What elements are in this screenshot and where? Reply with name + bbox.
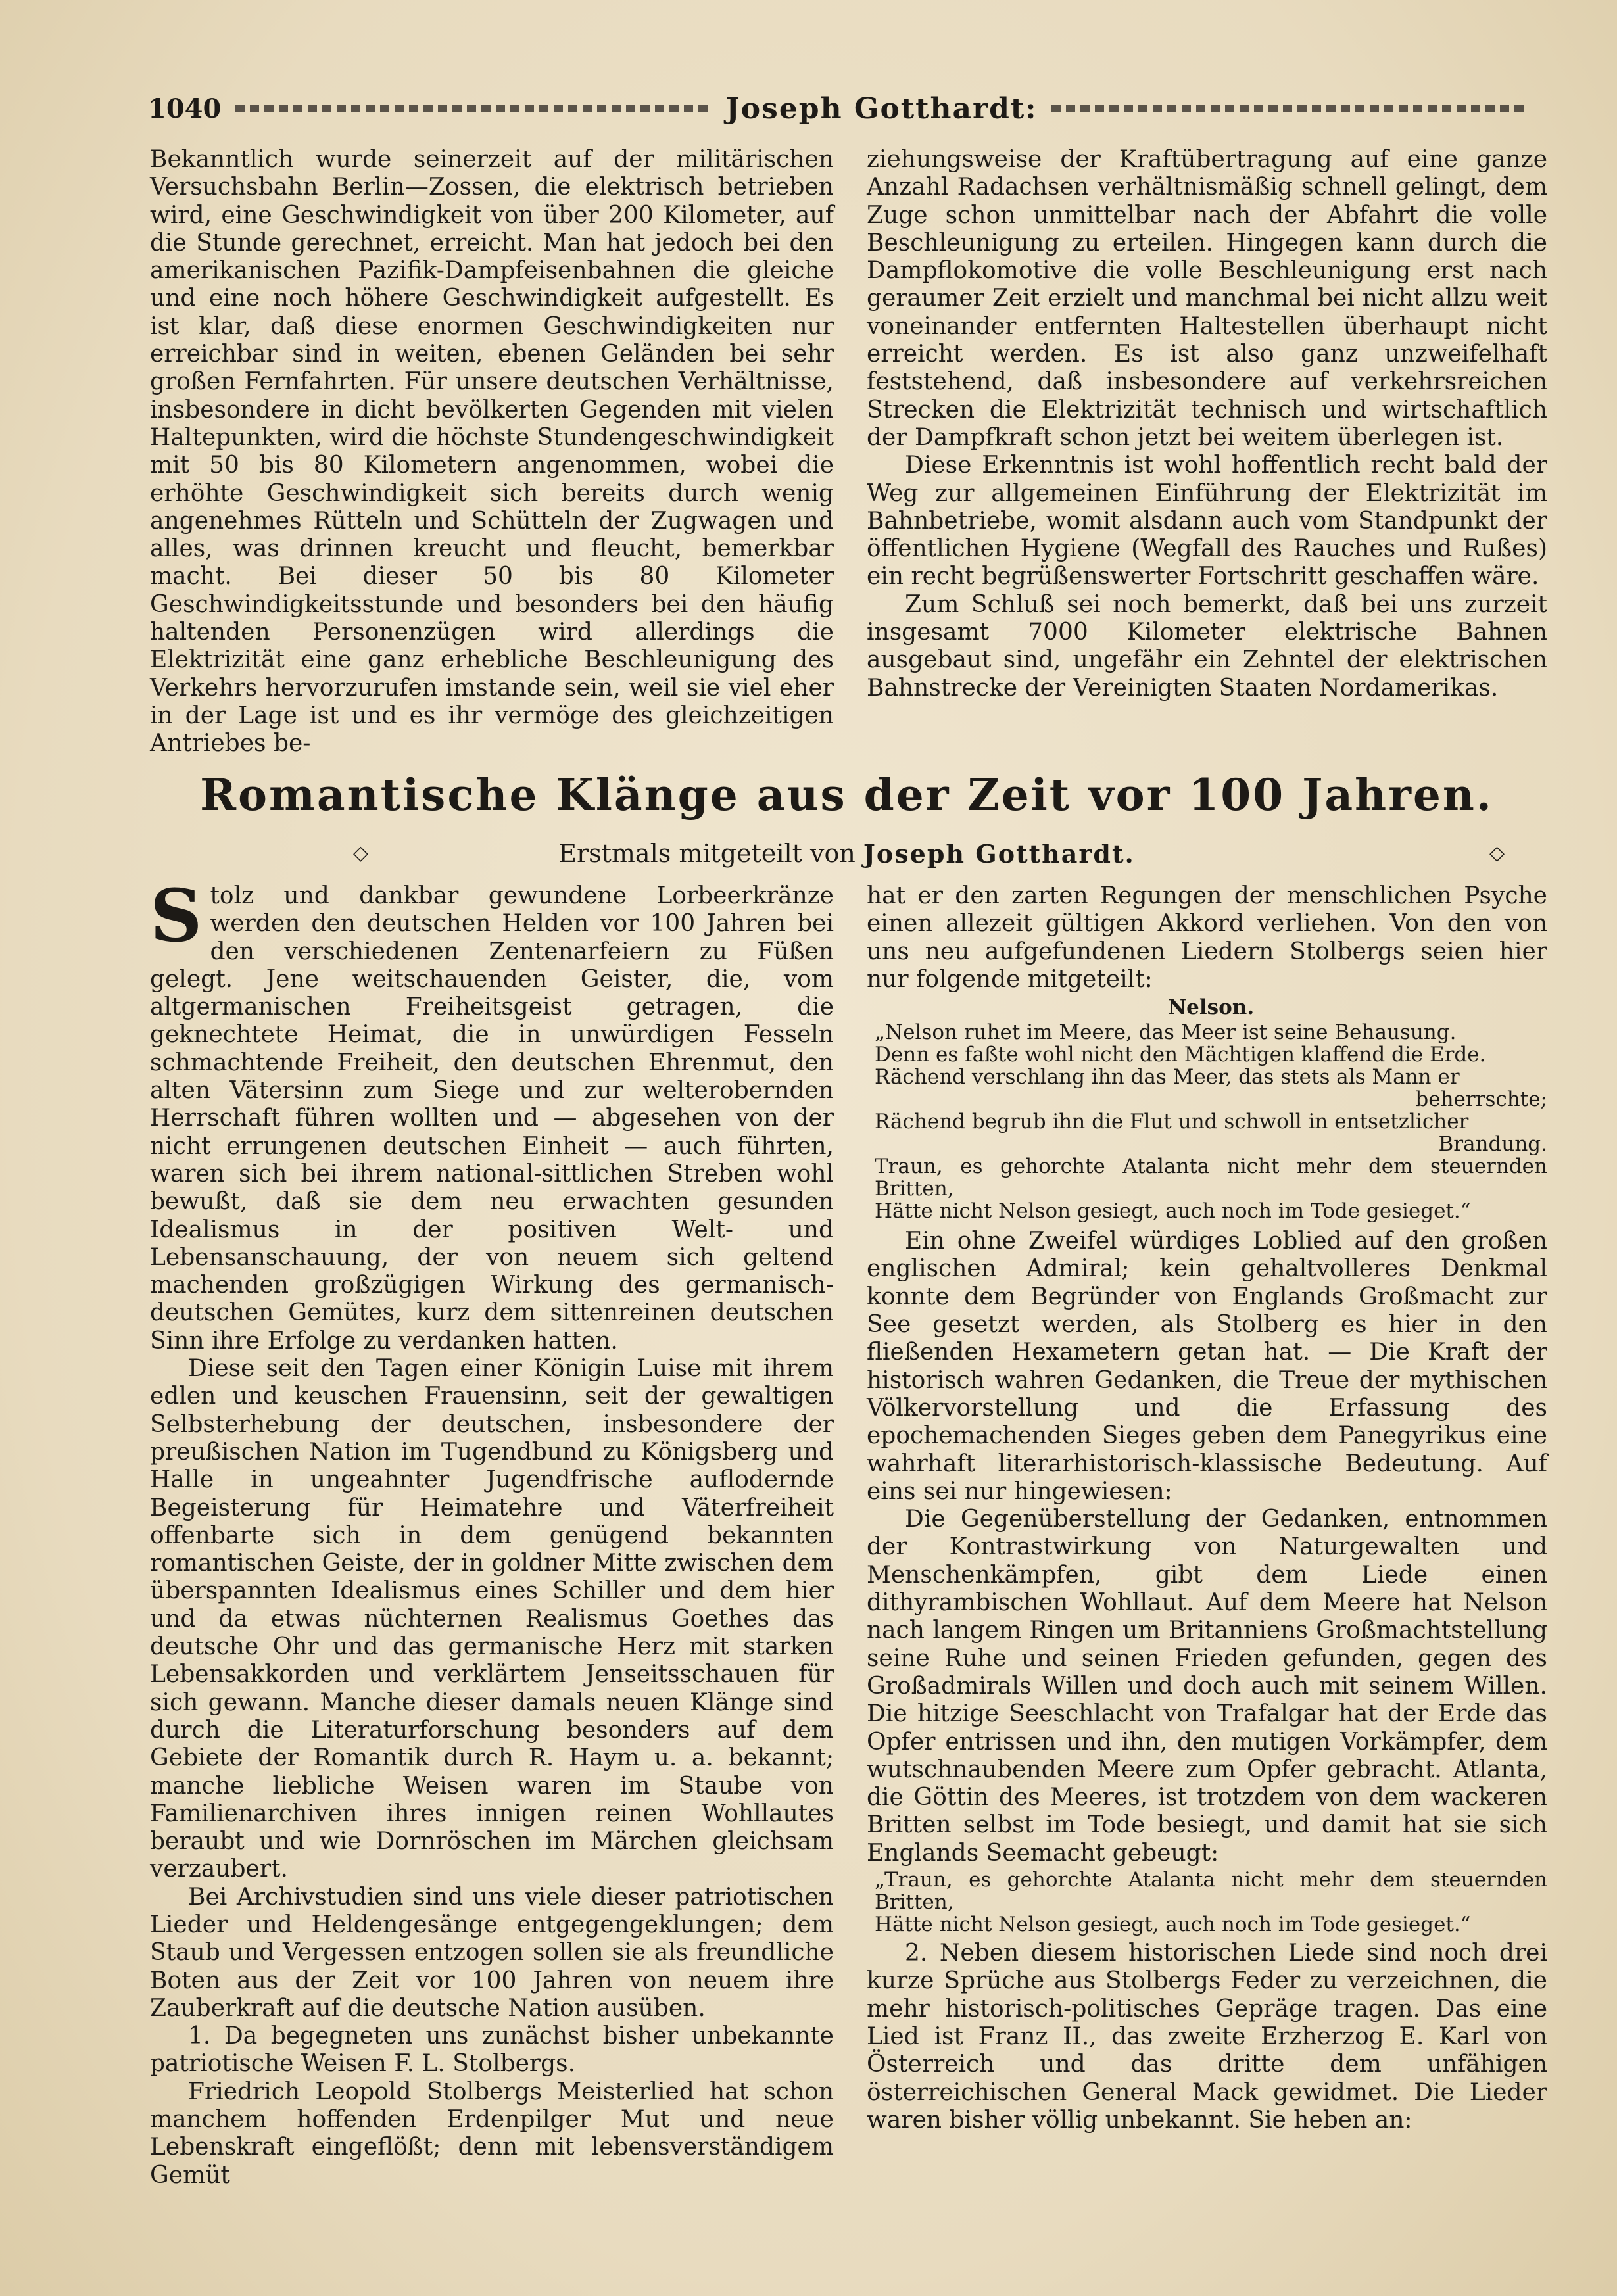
poem-line: Denn es faßte wohl nicht den Mächtigen klaffend die Erde. (875, 1043, 1486, 1067)
poem-title: Nelson. (1167, 995, 1255, 1020)
poem-line: Rächend begrub ihn die Flut und schwoll in entsetzlicher (875, 1110, 1469, 1134)
paragraph (150, 873, 834, 1355)
quotation (875, 1869, 1547, 1936)
paragraph: Die Gegenüberstellung der Gedanken, entnommen der Kontrastwirkung von Naturgewalten und Menschenkämpfen, gibt dem Liede einen dithyrambischen Wohllaut. Auf dem Meere hat Nelson nach langem Ringen um Britanniens Großmachtstellung seine Ruhe und seinen Frieden gefunden, gegen des Großadmirals Willen und doch auch mit seinem Willen. Die hitzige Seeschlacht von Trafalgar hat der Erde das Opfer entrissen und ihn, den mutigen Vorkämpfer, dem wutschnaubenden Meere zum Opfer gebracht. Atlanta, die Göttin des Meeres, ist trotzdem von dem wackeren Britten selbst im Tode besiegt, und damit hat sie sich Englands Seemacht gebeugt: (867, 1506, 1547, 1867)
article-column-right (867, 882, 1547, 2134)
paragraph: 1. Da begegneten uns zunächst bisher unbekannte patriotische Weisen F. L. Stolbergs. (150, 2022, 834, 2078)
paragraph: Diese Erkenntnis ist wohl hoffentlich recht bald der Weg zur allgemeinen Einführung der Elektrizität im Bahnbetriebe, womit alsdann auch vom Standpunkt der öffentlichen Hygiene (Wegfall des Rauches und Rußes) ein recht begrüßenswerter Fortschritt geschaffen wäre. (867, 452, 1547, 590)
article-column-left (150, 873, 834, 2189)
poem-line: „Nelson ruhet im Meere, das Meer ist seine Behausung. (875, 1020, 1457, 1045)
article-title: Romantische Klänge aus der Zeit vor 100 Jahren. (200, 769, 1493, 821)
byline (148, 836, 1545, 871)
poem-line: Brandung. (1438, 1132, 1547, 1157)
continued-column-left (150, 146, 834, 758)
byline-prefix: Erstmals mitgeteilt von (558, 839, 856, 868)
paragraph: ziehungsweise der Kraftübertragung auf eine ganze Anzahl Radachsen verhältnismäßig schnell gelingt, dem Zuge schon unmittelbar nach der Abfahrt die volle Beschleunigung zu erteilen. Hingegen kann durch die Dampflokomotive die volle Beschleunigung erst nach geraumer Zeit erzielt und manchmal bei nicht allzu weit voneinander entfernten Haltestellen überhaupt nicht erreicht werden. Es ist also ganz unzweifelhaft feststehend, daß insbesondere auf verkehrsreichen Strecken die Elektrizität technisch und wirtschaftlich der Dampfkraft schon jetzt bei weitem überlegen ist. (867, 146, 1547, 451)
poem-line: Hätte nicht Nelson gesiegt, auch noch im Tode gesieget.“ (875, 1199, 1471, 1224)
continued-column-right (867, 146, 1547, 702)
page-header (148, 89, 1542, 128)
diamond-ornament-icon: ◇ (1489, 842, 1505, 865)
paragraph: Zum Schluß sei noch bemerkt, daß bei uns zurzeit insgesamt 7000 Kilometer elektrische Bahnen ausgebaut sind, ungefähr ein Zehntel der elektrischen Bahnstrecke der Vereinigten Staaten Nordamerikas. (867, 590, 1547, 702)
page-number: 1040 (148, 93, 222, 124)
paragraph: hat er den zarten Regungen der menschlichen Psyche einen allezeit gültigen Akkord verliehen. Von den von uns neu aufgefundenen Liedern Stolbergs seien hier nur folgende mitgeteilt: (867, 882, 1547, 993)
poem-line: beherrschte; (1415, 1088, 1547, 1112)
header-ornament (235, 104, 712, 113)
paragraph-text: tolz und dankbar gewundene Lorbeerkränze werden den deutschen Helden vor 100 Jahren bei den verschiedenen Zentenarfeiern zu Füßen gelegt. Jene weitschauenden Geister, die, vom altgermanischen Freiheitsgeist getragen, die geknechtete Heimat, die in unwürdigen Fesseln schmachtende Freiheit, den deutschen Ehrenmut, den alten Vätersinn zum Siege und zur welterobernden Herrschaft führen wollten und — abgesehen von der nicht errungenen deutschen Einheit — auch führten, waren sich bei ihrem national-sittlichen Streben wohl bewußt, daß sie dem neu erwachten gesunden Idealismus in der positiven Welt- und Lebensanschauung, der von neuem sich geltend machenden großzügigen Wirkung des germanisch-deutschen Gemütes, kurz dem sittenreinen deutschen Sinn ihre Erfolge zu verdanken hatten. (150, 882, 834, 1354)
drop-cap: S (150, 873, 203, 958)
quote-line: „Traun, es gehorchte Atalanta nicht mehr dem steuernden Britten, (875, 1868, 1547, 1915)
paragraph: Friedrich Leopold Stolbergs Meisterlied hat schon manchem hoffenden Erdenpilger Mut und neue Lebenskraft eingeflößt; denn mit lebensverständigem Gemüt (150, 2078, 834, 2189)
header-ornament-right (1051, 104, 1528, 113)
poem-nelson (875, 996, 1547, 1222)
byline-author: Joseph Gotthardt. (863, 838, 1135, 869)
paragraph: Bekanntlich wurde seinerzeit auf der militärischen Versuchsbahn Berlin—Zossen, die elektrisch betrieben wird, eine Geschwindigkeit von über 200 Kilometer, auf die Stunde gerechnet, erreicht. Man hat jedoch bei den amerikanischen Pazifik-Dampfeisenbahnen die gleiche und eine noch höhere Geschwindigkeit aufgestellt. Es ist klar, daß diese enormen Geschwindigkeiten nur erreichbar sind in weiten, ebenen Geländen bei sehr großen Fernfahrten. Für unsere deutschen Verhältnisse, insbesondere in dicht bevölkerten Gegenden mit vielen Haltepunkten, wird die höchste Stundengeschwindigkeit mit 50 bis 80 Kilometern angenommen, wobei die erhöhte Geschwindigkeit sich bereits durch wenig angenehmes Rütteln und Schütteln der Zugwagen und alles, was drinnen kreucht und fleucht, bemerkbar macht. Bei dieser 50 bis 80 Kilometer Geschwindigkeitsstunde und besonders bei den häufig haltenden Personenzügen wird allerdings die Elektrizität eine ganz erhebliche Beschleunigung des Verkehrs hervorzurufen imstande sein, weil sie viel eher in der Lage ist und es ihr vermöge des gleichzeitigen Antriebes be- (150, 146, 834, 757)
poem-line: Traun, es gehorchte Atalanta nicht mehr dem steuernden Britten, (875, 1155, 1547, 1201)
paragraph: Diese seit den Tagen einer Königin Luise mit ihrem edlen und keuschen Frauensinn, seit der gewaltigen Selbsterhebung der deutschen, insbesondere der preußischen Nation im Tugendbund zu Königsberg und Halle in ungeahnter Jugendfrische auflodernde Begeisterung für Heimatehre und Väterfreiheit offenbarte sich in dem genügend bekannten romantischen Geiste, der in goldner Mitte zwischen dem überspannten Idealismus eines Schiller und dem hier und da etwas nüchternen Realismus Goethes das deutsche Ohr und das germanische Herz mit starken Lebensakkorden und verklärtem Jenseitsschauen für sich gewann. Manche dieser damals neuen Klänge sind durch die Literaturforschung besonders auf dem Gebiete der Romantik durch R. Haym u. a. bekannt; manche liebliche Weisen waren im Staube von Familienarchiven ihres innigen reinen Wohllautes beraubt und wie Dornröschen im Märchen gleichsam verzaubert. (150, 1355, 834, 1883)
running-head: Joseph Gotthardt: (725, 91, 1038, 126)
quote-line: Hätte nicht Nelson gesiegt, auch noch im Tode gesieget.“ (875, 1913, 1471, 1937)
paragraph: Bei Archivstudien sind uns viele dieser patriotischen Lieder und Heldengesänge entgegengeklungen; dem Staub und Vergessen entzogen sollen sie als freundliche Boten aus der Zeit vor 100 Jahren von neuem ihre Zauberkraft auf die deutsche Nation ausüben. (150, 1883, 834, 2022)
poem-line: Rächend verschlang ihn das Meer, das stets als Mann er (875, 1065, 1460, 1089)
paragraph: 2. Neben diesem historischen Liede sind noch drei kurze Sprüche aus Stolbergs Feder zu verzeichnen, die mehr historisch-politisches Gepräge tragen. Das eine Lied ist Franz II., das zweite Erzherzog E. Karl von Österreich und das dritte dem unfähigen österreichischen General Mack gewidmet. Die Lieder waren bisher völlig unbekannt. Sie heben an: (867, 1940, 1547, 2134)
diamond-ornament-icon: ◇ (353, 842, 369, 865)
paragraph: Ein ohne Zweifel würdiges Loblied auf den großen englischen Admiral; kein gehaltvolleres Denkmal konnte dem Begründer von Englands Großmacht zur See gesetzt werden, als Stolberg es hier in den fließenden Hexametern getan hat. — Die Kraft der historisch wahren Gedanken, die Treue der mythischen Völkervorstellung und die Erfassung des epochemachenden Sieges geben dem Panegyrikus eine wahrhaft literarhistorisch-klassische Bedeutung. Auf eins sei nur hingewiesen: (867, 1228, 1547, 1505)
